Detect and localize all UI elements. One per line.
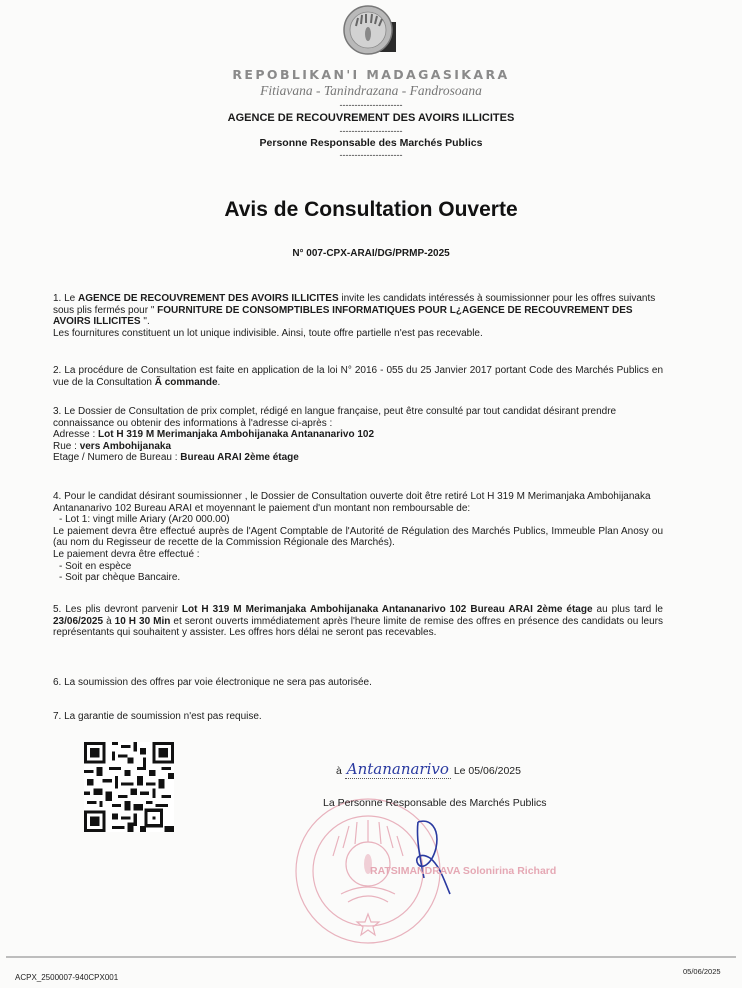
text: 3. Le Dossier de Consultation de prix complet, rédigé en langue française, peut être consulté par tout candidat désirant prendre connaissance ou obtenir des informations à l'adresse ci-après :	[53, 406, 617, 429]
text: invite les candidats intéressés à soumissionner pour les offres suivants sous plis fermés pour "	[53, 293, 656, 316]
section-1	[53, 293, 663, 339]
madagascar-emblem-icon	[342, 4, 396, 58]
procurement-object: FOURNITURE DE CONSOMPTIBLES INFORMATIQUES POUR L¿AGENCE DE RECOUVREMENT DES AVOIRS ILLICITES	[53, 304, 633, 328]
address-value: Lot H 319 M Merimanjaka Ambohijanaka Antananarivo 102	[98, 429, 375, 441]
section-6: 6. La soumission des offres par voie électronique ne sera pas autorisée.	[53, 677, 372, 688]
service-name: Personne Responsable des Marchés Publics	[259, 137, 483, 149]
signer-name: RATSIMANDRAVA Solonirina Richard	[370, 865, 557, 877]
document-title: Avis de Consultation Ouverte	[224, 198, 518, 221]
text: Les fournitures constituent un lot unique indivisible. Ainsi, toute offre partielle n'est pas recevable.	[53, 327, 483, 339]
agency-name: AGENCE DE RECOUVREMENT DES AVOIRS ILLICITES	[78, 293, 339, 304]
separator: ---------------------	[339, 100, 403, 110]
text: 4. Pour le candidat désirant soumissionner , le Dossier de Consultation ouverte doit être retiré Lot H 319 M Merimanjaka Ambohijanaka Antananarivo 102 Bureau ARAI et moyennant le paiement d'un montant non remboursable de:	[53, 491, 651, 514]
signer-title: La Personne Responsable des Marchés Publics	[323, 797, 547, 809]
lot-price: - Lot 1: vingt mille Ariary (Ar20 000.00)	[59, 514, 230, 526]
street-value: vers Ambohijanaka	[79, 440, 172, 452]
handwritten-signature-icon	[410, 818, 455, 898]
label: Adresse :	[53, 429, 99, 441]
text: au plus tard le	[592, 604, 663, 615]
label: Rue :	[53, 440, 80, 452]
payment-method: - Soit par chèque Bancaire.	[59, 572, 181, 584]
footer-divider	[6, 956, 736, 958]
agency-name: AGENCE DE RECOUVREMENT DES AVOIRS ILLICITES	[227, 112, 515, 124]
reference-number: N° 007-CPX-ARAI/DG/PRMP-2025	[292, 248, 450, 259]
signature-date: Le 05/06/2025	[450, 765, 521, 777]
national-motto: Fitiavana - Tanindrazana - Fandrosoana	[260, 83, 482, 98]
footer-date: 05/06/2025	[683, 967, 721, 976]
section-4	[53, 491, 663, 584]
separator: ---------------------	[339, 150, 403, 160]
section-3	[53, 406, 663, 464]
republic-name: REPOBLIKAN'I MADAGASIKARA	[232, 67, 510, 82]
handwritten-place: Antananarivo	[346, 760, 449, 778]
text: 1. Le	[53, 293, 79, 304]
footer-reference: ACPX_2500007-940CPX001	[15, 973, 119, 982]
deadline-date: 23/06/2025	[53, 615, 104, 627]
qr-code-icon	[84, 742, 174, 832]
text: .	[217, 376, 221, 388]
office-value: Bureau ARAI 2ème étage	[180, 452, 299, 464]
text: Le paiement devra être effectué :	[53, 548, 200, 560]
section-2	[53, 365, 663, 388]
label: Etage / Numero de Bureau :	[53, 452, 181, 464]
text: à	[336, 765, 345, 777]
section-5	[53, 604, 663, 639]
text: 2. La procédure de Consultation est faite en application de la loi N° 2016 - 055 du 25 Janvier 2017 portant Code des Marchés Publics en vue de la Consultation	[53, 365, 663, 388]
signature-place-date	[336, 760, 521, 778]
separator: ---------------------	[339, 126, 403, 136]
consultation-type: Ã commande	[154, 376, 218, 388]
text: Le paiement devra être effectué auprès de l'Agent Comptable de l'Autorité de Régulation des Marchés Publics, Immeuble Plan Anosy ou (au nom du Regisseur de recette de la Commission Régionale des Marchés).	[53, 525, 663, 549]
deadline-time: 10 H 30 Min	[114, 615, 171, 627]
text: 5. Les plis devront parvenir	[53, 604, 182, 615]
payment-method: - Soit en espèce	[59, 560, 132, 572]
text: à	[103, 615, 115, 627]
text: et seront ouverts immédiatement après l'heure limite de remise des offres en présence des candidats ou leurs représentants qui souhaitent y assister. Les offres hors délai ne seront pas recevables.	[53, 615, 663, 639]
section-7: 7. La garantie de soumission n'est pas requise.	[53, 711, 262, 722]
submission-place: Lot H 319 M Merimanjaka Ambohijanaka Antananarivo 102 Bureau ARAI 2ème étage	[181, 604, 593, 615]
text: ".	[140, 316, 150, 328]
